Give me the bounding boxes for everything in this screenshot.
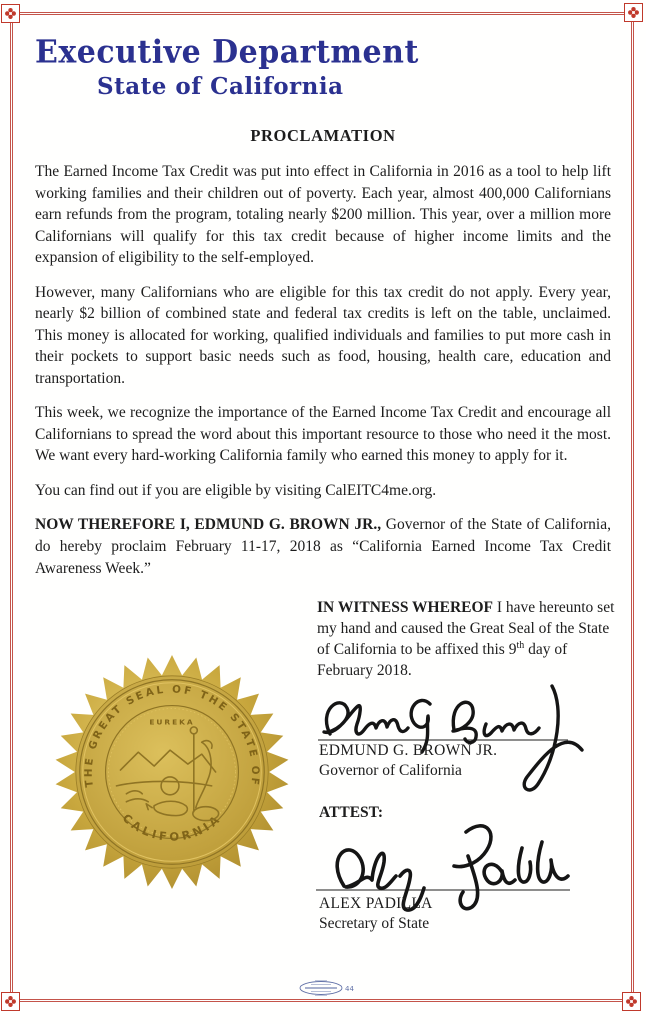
proclaim-lead: NOW THEREFORE I, EDMUND G. BROWN JR., [35, 516, 382, 534]
quatrefoil-icon [625, 995, 638, 1008]
seal-ring-text-top: THE GREAT SEAL OF THE STATE OF [82, 683, 262, 788]
union-bug-number: 44 [345, 985, 354, 993]
proclaim-paragraph [35, 514, 611, 579]
ordinal-superscript: th [516, 640, 525, 651]
witness-text-end: day of February 2018. [317, 641, 568, 680]
paragraph: This week, we recognize the importance of the Earned Income Tax Credit and encourage all Californians to spread the word about this important resource to those who need it the most. We want every hard-working California family who earned this money to apply for it. [35, 404, 611, 465]
witness-text: I have hereunto set my hand and caused the Great Seal of the State of California to be affixed this 9 [317, 599, 615, 659]
quatrefoil-icon [4, 995, 17, 1008]
border-corner-ornament [1, 992, 20, 1011]
union-printing-label [297, 979, 361, 997]
witness-lead: IN WITNESS WHEREOF [317, 599, 494, 616]
witness-clause [317, 597, 617, 681]
paragraph: However, many Californians who are eligible for this tax credit do not apply. Every year, nearly $2 billion of combined state and federal tax credits is left on the table, unclaimed. This money is allocated for working, qualified individuals and families to put more cash in their pockets to support basic needs such as food, housing, health care, education and transportation. [35, 283, 611, 387]
secretary-title: Secretary of State [319, 915, 430, 932]
document-title: PROCLAMATION [250, 126, 396, 145]
governor-name: EDMUND G. BROWN JR. [319, 742, 498, 759]
border-corner-ornament [622, 992, 641, 1011]
letterhead-state: State of California [97, 73, 344, 100]
secretary-name: ALEX PADILLA [319, 895, 433, 912]
seal-motto: EUREKA [149, 717, 195, 727]
union-bug-icon [297, 979, 361, 997]
letterhead [35, 34, 611, 100]
proclaim-rest: Governor of the State of California, do hereby proclaim February 11-17, 2018 as “California Earned Income Tax Credit Awareness Week.” [35, 516, 611, 577]
great-seal-of-california [53, 653, 291, 891]
governor-title: Governor of California [319, 762, 462, 779]
paragraph: You can find out if you are eligible by visiting CalEITC4me.org. [35, 481, 437, 499]
letterhead-department: Executive Department [35, 34, 419, 71]
seal-ring-text-bottom: CALIFORNIA [119, 810, 225, 844]
paragraph: The Earned Income Tax Credit was put into effect in California in 2016 as a tool to help lift working families and their children out of poverty. Each year, almost 400,000 Californians earn refunds from the program, totaling nearly $200 million. This year, over a million more Californians will qualify for this tax credit because of higher income limits and the expansion of eligibility to the self-employed. [35, 163, 611, 267]
gold-seal-graphic [53, 653, 291, 891]
proclamation-text [35, 161, 611, 579]
attest-label: ATTEST: [319, 804, 384, 821]
